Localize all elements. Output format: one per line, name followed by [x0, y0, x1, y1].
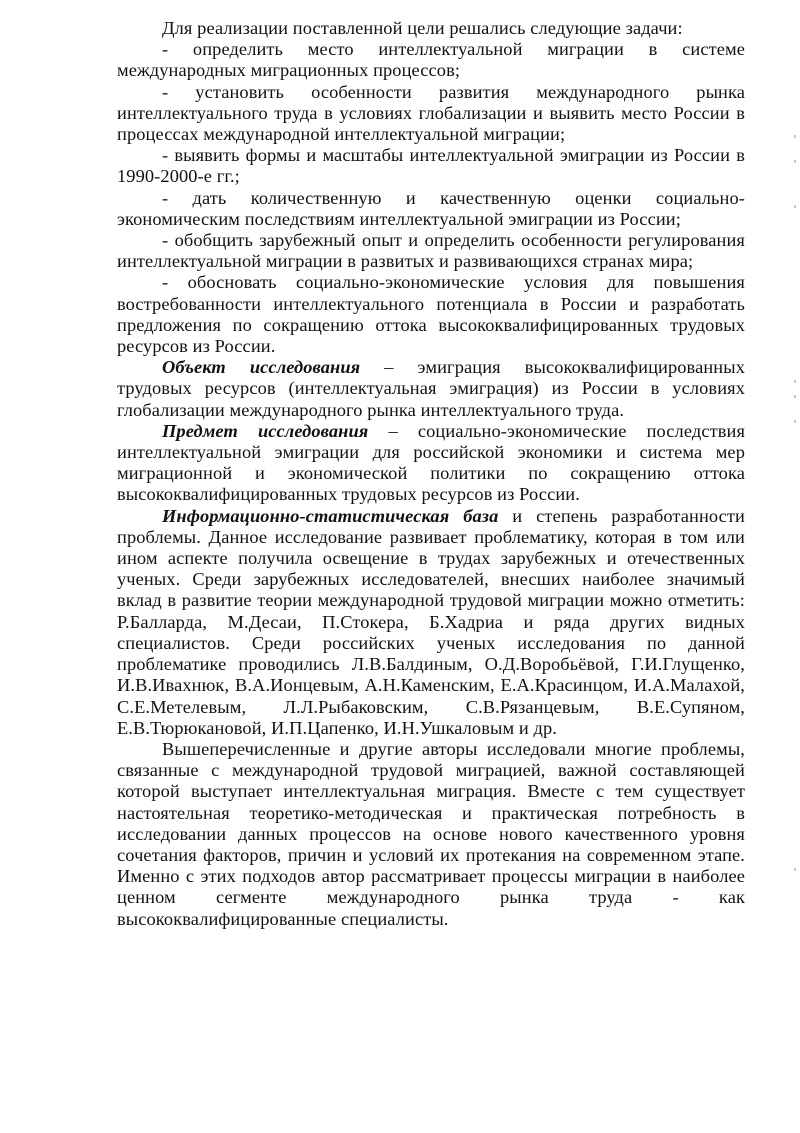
- scan-speck: [794, 205, 796, 208]
- task-item-6: - обосновать социально-экономические условия для повышения востребованности интеллектуального потенциала в России и разработать предложения по сокращению оттока высококвалифицированных трудовых ресурсов из России.: [117, 272, 745, 357]
- base-term: Информационно-статистическая база: [162, 505, 499, 526]
- subject-term: Предмет исследования: [162, 420, 369, 441]
- object-text: – эмиграция высококвалифицированных трудовых ресурсов (интеллектуальная эмиграция) из России в условиях глобализации международного рынка интеллектуального труда.: [117, 357, 745, 420]
- scan-speck: [794, 160, 796, 163]
- scan-speck: [794, 380, 796, 383]
- base-paragraph: [117, 506, 745, 739]
- task-item-4: - дать количественную и качественную оценки социально-экономическим последствиям интеллектуальной эмиграции из России;: [117, 187, 745, 229]
- intro-paragraph: Для реализации поставленной цели решались следующие задачи:: [162, 18, 683, 38]
- scan-speck: [794, 868, 796, 871]
- task-item-2: - установить особенности развития международного рынка интеллектуального труда в условиях глобализации и выявить место России в процессах международной интеллектуальной миграции;: [117, 81, 745, 145]
- scan-speck: [794, 420, 796, 423]
- task-item-1: - определить место интеллектуальной миграции в системе международных миграционных процессов;: [117, 39, 745, 81]
- base-text: и степень разработанности проблемы. Данное исследование развивает проблематику, которая в том или ином аспекте получила освещение в трудах зарубежных и отечественных ученых. Среди зарубежных исследователей, внесших наиболее значимый вклад в развитие теории международной трудовой миграции можно отметить: Р.Балларда, М.Десаи, П.Стокера, Б.Хадриа и ряда других видных специалистов. Среди российских ученых исследования по данной проблематике проводились Л.В.Балдиным, О.Д.Воробьёвой, Г.И.Глущенко, И.В.Ивахнюк, В.А.Ионцевым, А.Н.Каменским, Е.А.Красинцом, И.А.Малахой, С.Е.Метелевым, Л.Л.Рыбаковским, С.В.Рязанцевым, В.Е.Супяном, Е.В.Тюрюкановой, И.П.Цапенко, И.Н.Ушкаловым и др.: [117, 505, 745, 738]
- subject-text: – социально-экономические последствия интеллектуальной эмиграции для российской экономики и система мер миграционной и экономической политики по сокращению оттока высококвалифицированных трудовых ресурсов из России.: [117, 420, 745, 505]
- subject-paragraph: [117, 421, 745, 506]
- task-item-5: - обобщить зарубежный опыт и определить особенности регулирования интеллектуальной миграции в развитых и развивающихся странах мира;: [117, 230, 745, 272]
- object-term: Объект исследования: [162, 357, 361, 378]
- scan-speck: [794, 135, 796, 138]
- document-page: [117, 18, 745, 930]
- scan-speck: [794, 395, 796, 398]
- object-paragraph: [117, 357, 745, 421]
- closing-paragraph: Вышеперечисленные и другие авторы исследовали многие проблемы, связанные с международной трудовой миграцией, важной составляющей которой выступает интеллектуальная миграция. Вместе с тем существует настоятельная теоретико-методическая и практическая потребность в исследовании данных процессов на основе нового качественного уровня сочетания факторов, причин и условий их протекания на современном этапе. Именно с этих подходов автор рассматривает процессы миграции в наиболее ценном сегменте международного рынка труда - как высококвалифицированные специалисты.: [117, 738, 745, 929]
- task-item-3: - выявить формы и масштабы интеллектуальной эмиграции из России в 1990-2000-е гг.;: [117, 145, 745, 187]
